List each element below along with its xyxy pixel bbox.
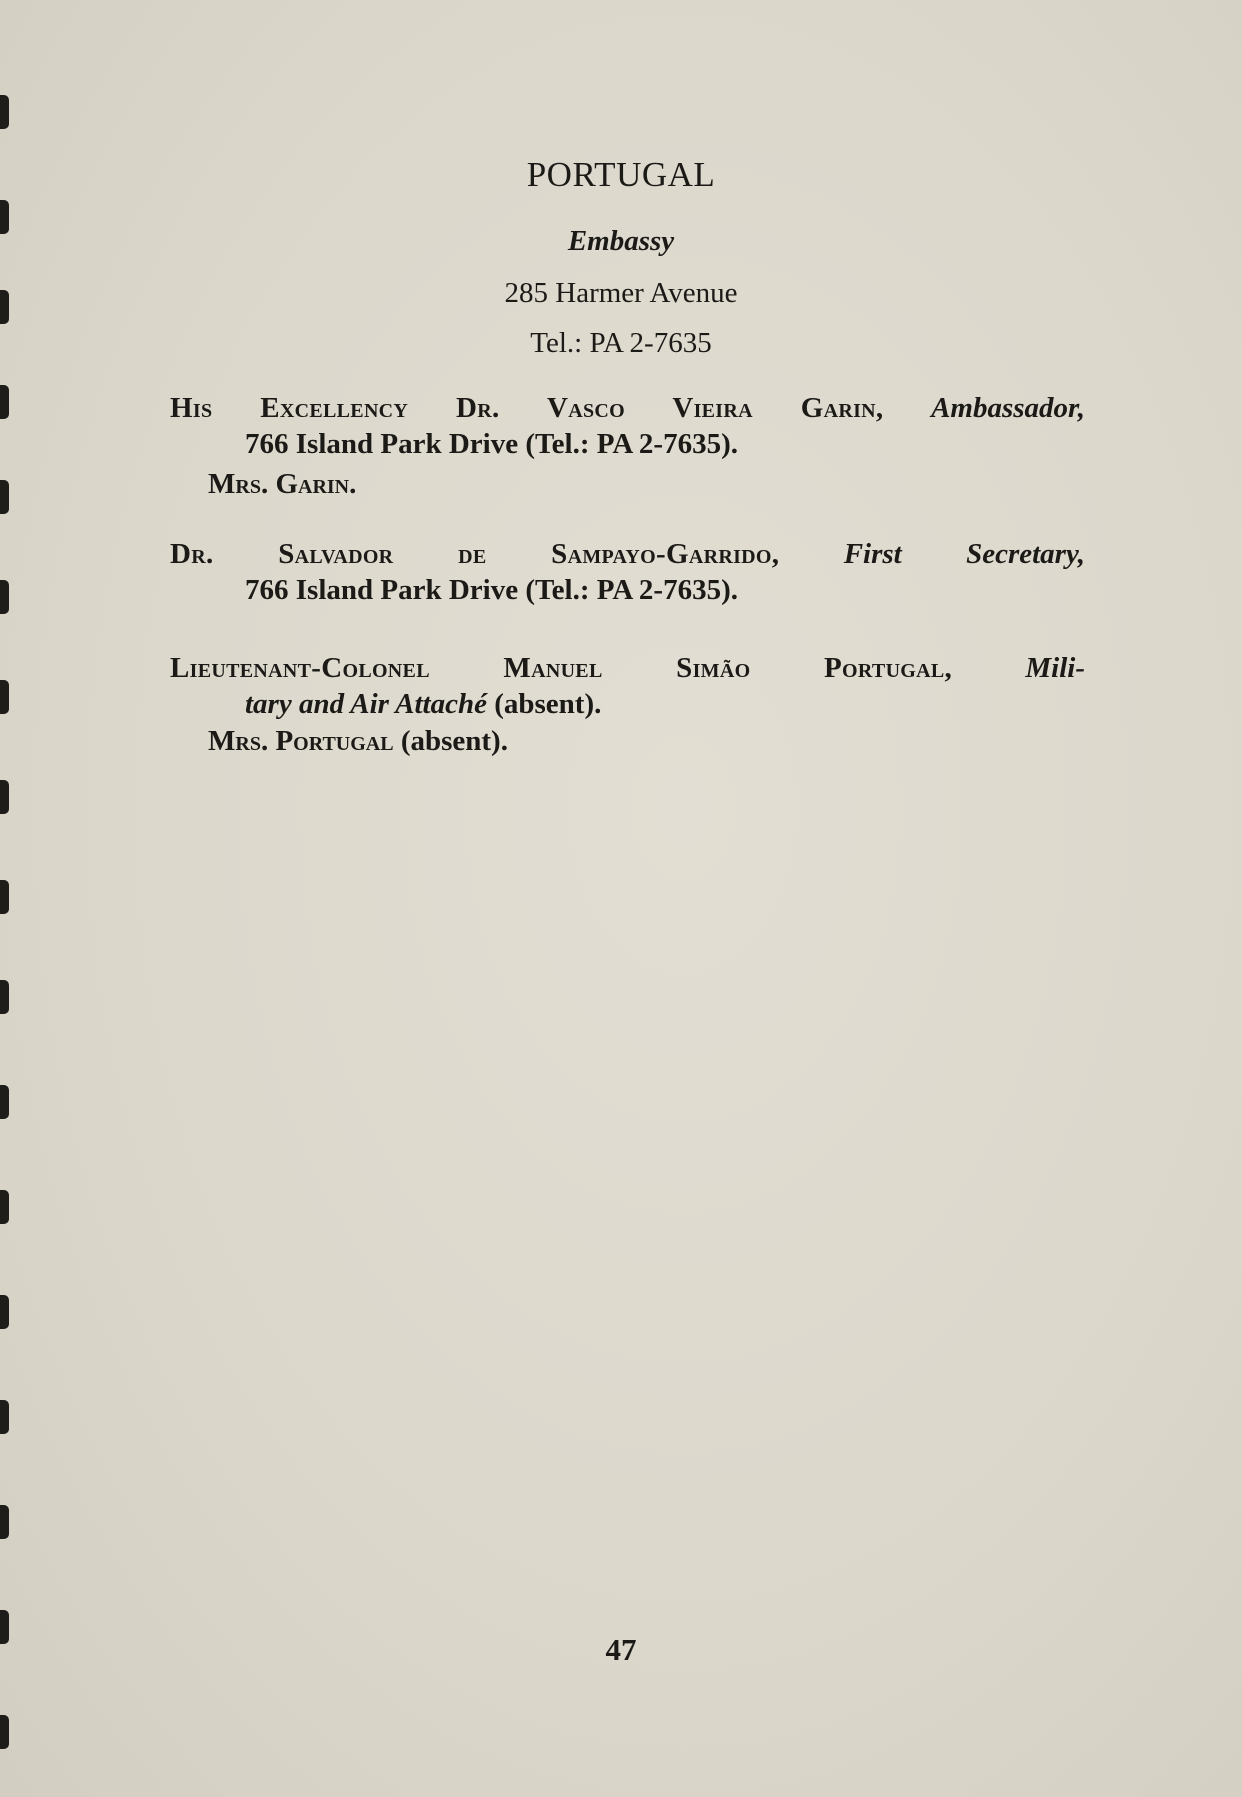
person-name: Lieutenant-Colonel Manuel Simão Portugal, xyxy=(170,652,953,684)
binding-hole xyxy=(0,780,9,814)
entry-heading-line xyxy=(170,650,1085,686)
person-role: Ambassador, xyxy=(931,392,1085,424)
binding-hole xyxy=(0,580,9,614)
binding-hole xyxy=(0,385,9,419)
directory-entry xyxy=(170,390,1085,462)
spouse-line xyxy=(208,725,508,758)
embassy-telephone: Tel.: PA 2-7635 xyxy=(530,327,712,359)
absence-status: (absent). xyxy=(494,688,602,720)
binding-hole xyxy=(0,1295,9,1329)
person-name: His Excellency Dr. Vasco Vieira Garin, xyxy=(170,392,884,424)
entry-detail xyxy=(170,686,1085,722)
spiral-binding xyxy=(0,0,22,1797)
binding-hole xyxy=(0,880,9,914)
embassy-address: 285 Harmer Avenue xyxy=(504,277,738,309)
spouse-name: Mrs. Portugal xyxy=(208,725,394,757)
binding-hole xyxy=(0,980,9,1014)
page-number: 47 xyxy=(605,1632,637,1667)
binding-hole xyxy=(0,680,9,714)
binding-hole xyxy=(0,95,9,129)
binding-hole xyxy=(0,480,9,514)
binding-hole xyxy=(0,1400,9,1434)
binding-hole xyxy=(0,1505,9,1539)
entry-heading-line xyxy=(170,536,1085,572)
binding-hole xyxy=(0,1715,9,1749)
section-subtitle: Embassy xyxy=(567,225,675,257)
binding-hole xyxy=(0,1190,9,1224)
entry-detail: 766 Island Park Drive (Tel.: PA 2-7635). xyxy=(245,574,738,606)
spouse-status: (absent). xyxy=(400,725,508,757)
person-role-continued: tary and Air Attaché xyxy=(245,688,487,720)
spouse-name: Mrs. Garin. xyxy=(208,468,357,500)
page-title: PORTUGAL xyxy=(526,155,716,194)
person-role: Mili- xyxy=(1025,652,1086,684)
directory-entry xyxy=(170,650,1085,722)
entry-detail: 766 Island Park Drive (Tel.: PA 2-7635). xyxy=(245,428,738,460)
person-role: First Secretary, xyxy=(843,538,1085,570)
entry-heading-line xyxy=(170,390,1085,426)
binding-hole xyxy=(0,1085,9,1119)
person-name: Dr. Salvador de Sampayo-Garrido, xyxy=(170,538,780,570)
directory-entry xyxy=(170,536,1085,608)
